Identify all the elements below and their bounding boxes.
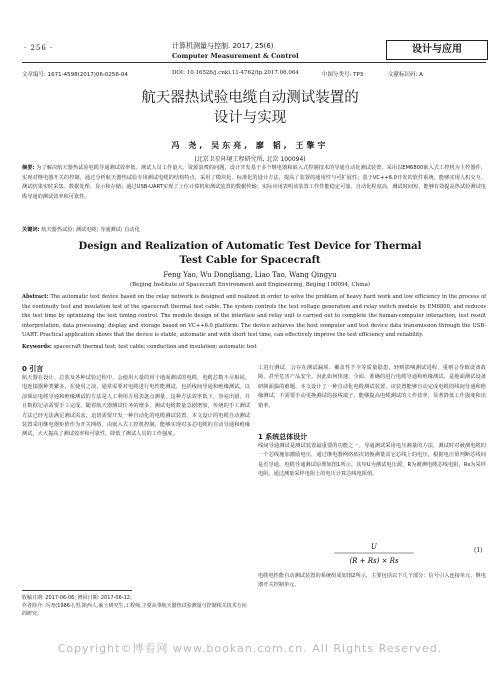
header-divider [22, 62, 486, 63]
footnote-received: 收稿日期: 2017-06-06; 修回日期: 2017-06-12。 [22, 595, 135, 601]
right-column-paragraph-1: 工进行测试，会存在测试漏项、覆盖性不全等质量隐患，轻则影响测试进程，重则会导致设备故障，甚至危害产品安全。因此如何快速、全面、准确的进行电缆导通和绝缘测试，是地面测试设备研制面临的难题。本文设计了一种自动化电缆测试装置，该装置能够自动完成电缆的线间导通和绝缘测试，不需要手动更换测试的接线端子，能够提高电缆测试的工作效率，显著降低工作强度和出错率。 [258, 365, 486, 409]
keywords-en-text: spacecraft thermal test; test cable; conduction and insulation; automatic test [53, 344, 257, 350]
keywords-en-label: Keywords: [22, 344, 52, 350]
title-cn-line1: 航天器热试验电缆自动测试装置的 [141, 90, 359, 106]
authors-en: Feng Yao, Wu Dongliang, Liao Tao, Wang Qingyu [163, 271, 337, 279]
journal-title-en: Computer Measurement & Control [172, 52, 299, 60]
title-en-line1: Design and Realization of Automatic Test Device for Thermal [78, 241, 422, 252]
footnote-divider [22, 590, 132, 591]
formula-denominator: (R + Rs) × Rs [349, 557, 399, 565]
abstract-en [22, 293, 486, 341]
title-en-line2: Test Cable for Spacecraft [179, 255, 321, 266]
intro-paragraph: 航天器在设计、总装及各种试验过程中，会使用大量的用于地面测试的电缆，电缆芯数不尽相同，电连接器种类繁多，在使用之前，通常需要对电缆进行电性能测试，包括线间导通和绝缘测试。以前保证电缆导通和绝缘测试的方法是人工利用万用表逐点测量，这种方法效率低下，容易出错，并且数据记录需要手工完成。随着航天器测试任务的增多，测试电缆数量急剧增加，传统的手工测试方法已经无法满足测试需求，迫切需要开发一种自动化的电缆测试装置。本文设计的电缆自动测试装置采用继电器矩阵作为开关网络，由嵌入式工控机控制，能够实现对多芯电缆的自动导通和绝缘测试，大大提高了测试效率和可靠性，降低了测试人员的工作强度。 [22, 375, 250, 438]
page-number: · 256 · [24, 44, 54, 52]
affiliation-en: (Beijing Institute of Spacecraft Environment and Engineering, Beijing 100094, China) [129, 282, 371, 288]
copyright-watermark: Copyright©博看网 www.bookan.com.cn. All Rights Reserved. [57, 642, 443, 655]
system-design-paragraph: 线间导通测试是测试装置最重要的功能之一。导通测试采用电压测量的方法，测试时对被测电缆的一个芯线施加激励电压，通过继电器网络依次切换测量其它芯线上的电压，根据电压值判断芯线间是否导通。电缆导通测试原理如图1所示，其中U为测试电压源，R为被测电缆芯线电阻，Rs为采样电阻，通过测量采样电阻上的电压计算芯线电阻值。 [258, 443, 486, 478]
intro-heading: 0 引言 [22, 365, 44, 373]
document-code: 文献标识码: A [388, 72, 423, 78]
footnote-bio: 作者简介: 冯尧(1986-),男,陕西人,硕士研究生,工程师,主要从事航天器热试验测量与控制相关技术方向的研究。 [22, 603, 247, 618]
section-label: 设计与应用 [386, 40, 488, 60]
equation-1 [284, 540, 464, 568]
footnote [22, 594, 250, 619]
keywords-en [22, 343, 486, 353]
equation-number: (1) [474, 547, 483, 554]
authors-cn: 冯 尧, 吴东亮, 廖 韬, 王擎宇 [171, 141, 329, 150]
abstract-en-label: Abstract: [22, 294, 49, 300]
paper-title-cn [40, 88, 460, 128]
abstract-en-text: The automatic test device based on the relay network is designed and realized in order to solve the problem of heavy hard work and low efficiency in the process of the continuity test and insulation test of the spacecraft thermal test cable. The system controls the test voltage generation and relay switch module by EM6800, and reduces the test time by optimizing the test timing control. The module design of the interface and relay unit is carried out to complete the human-computer interaction, test result interpretation, data processing, display and storage based on VC++6.0 platform. The device achieves the host computer and test device data transmission through the USB-UART. Practical application shows that the device is stable, automatic and with short test time, can effectively improve the test efficiency and reliability. [22, 294, 486, 339]
keywords-cn [22, 226, 486, 236]
keywords-cn-label: 关键词: [22, 227, 40, 233]
abstract-cn-text: 为了解决航天器热试验电缆导通测试效率低、测试人员工作量大、资源浪费的问题，设计开发基于多个继电器和嵌入式控制技术的导通自动化测试装置，采用以EM6800嵌入式工控机为主控器件，实现对继电器开关的控制，通过分析航天器热试验专用测试电缆的结构特点，采用了模块化、标准化的设计方法，提高了装置的通用性与可扩展性；基于VC++6.0开发的软件系统，能够实现人机交互、测试结果实时采集、数据处理、显示和存储；通过USB-UART实现了上位计算机和测试装置的数据传输；实际应用表明该装置工作性能稳定可靠，自动化程度高，测试时间短，能够有效提高热试验测试电缆导通的测试效率和可靠性。 [22, 165, 486, 200]
abstract-cn [22, 164, 486, 222]
affiliation-cn: (北京卫星环境工程研究所, 北京 100094) [194, 156, 306, 163]
formula-numerator: U [371, 543, 377, 551]
journal-title-cn: 计算机测量与控制. 2017, 25(6) [172, 42, 274, 50]
paper-title-en [40, 240, 460, 268]
doi: DOI: 10.16526/j.cnki.11-4762/tp.2017.06.064 [172, 70, 299, 76]
abstract-cn-label: 摘要: [22, 165, 35, 171]
keywords-cn-text: 航天器热试验; 测试电缆; 导通测试; 自动化 [41, 227, 140, 233]
system-design-heading: 1 系统总体设计 [258, 433, 308, 441]
title-cn-line2: 设计与实现 [213, 110, 287, 126]
clc-number: 中图分类号: TP3 [322, 72, 364, 78]
right-column-paragraph-2: 电缆电性能自动测试装置的系统组成如图2所示，主要包括以下几个部分：信号引入连接单元、继电器开关控制单元、 [258, 573, 486, 589]
article-number: 文章编号: 1671-4598(2017)06-0256-04 [22, 72, 128, 78]
